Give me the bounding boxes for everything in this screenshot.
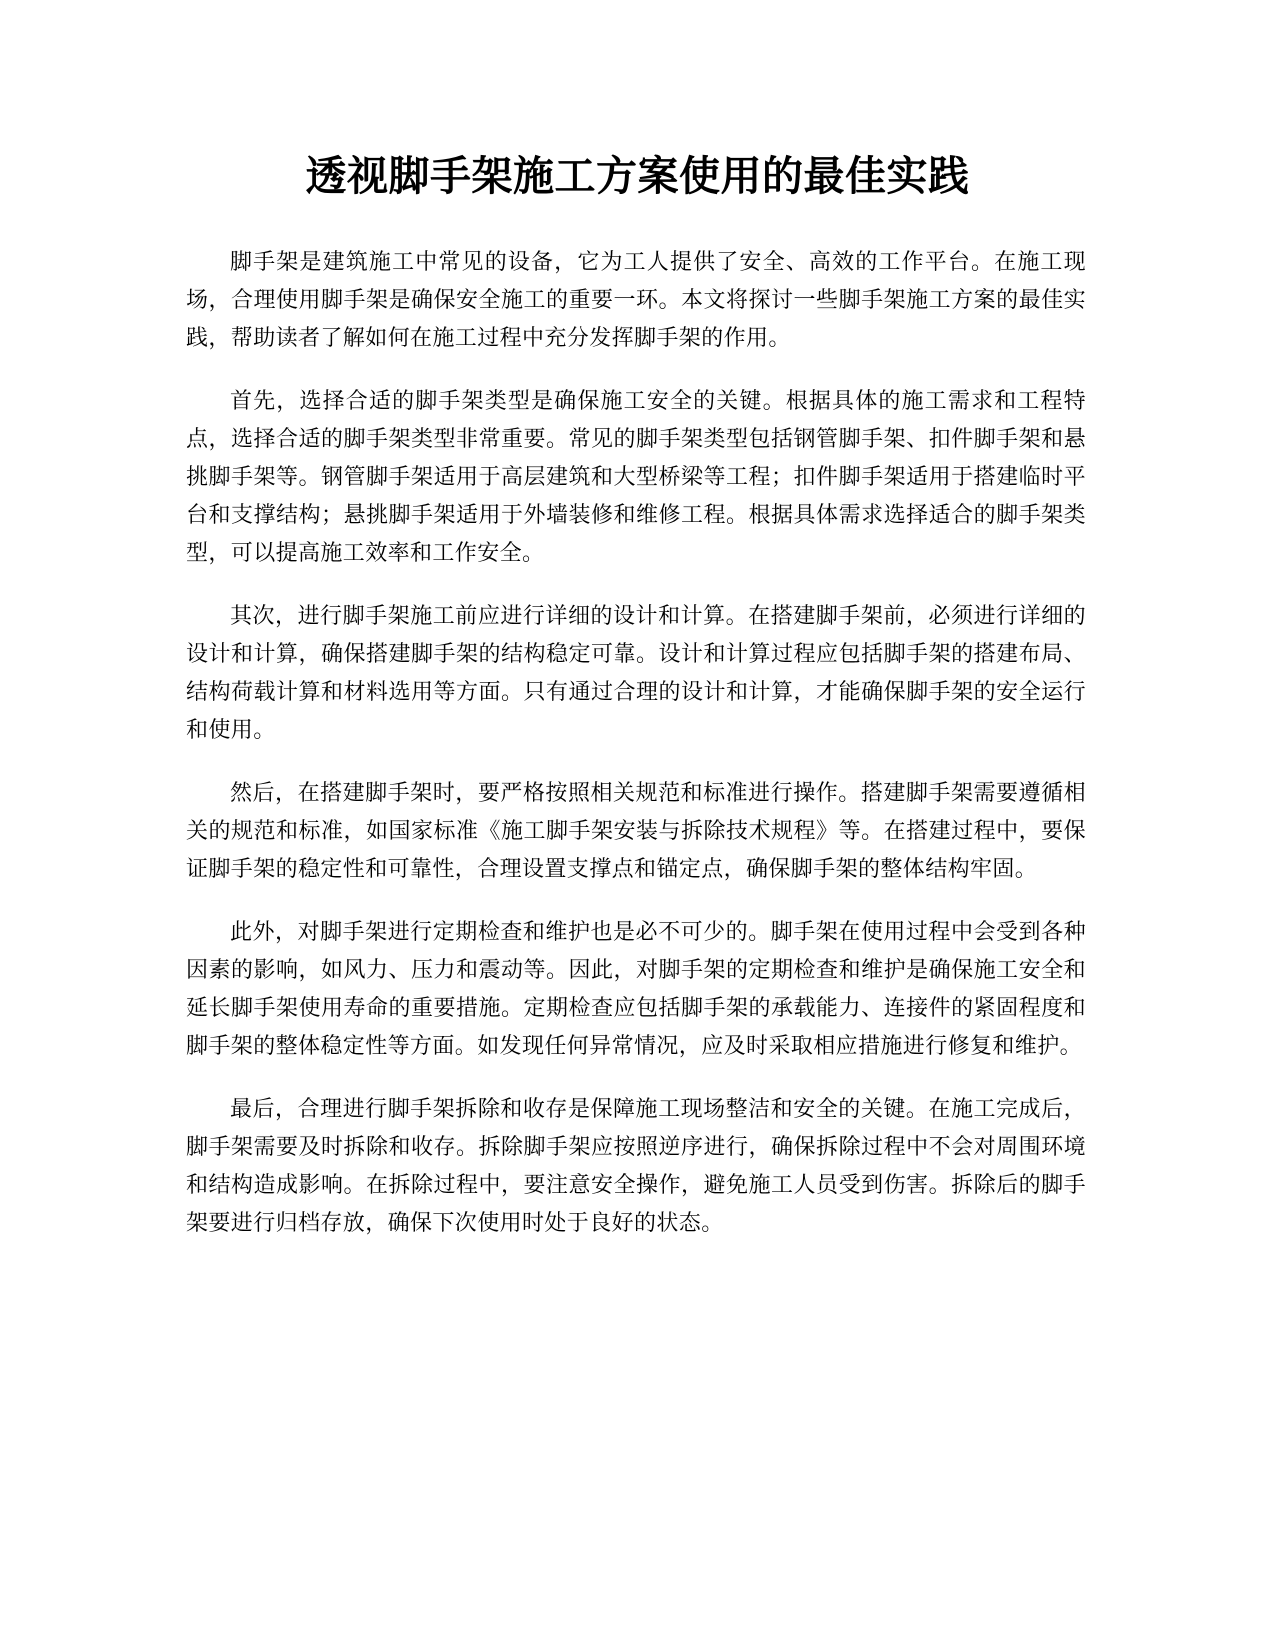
paragraph-intro: 脚手架是建筑施工中常见的设备，它为工人提供了安全、高效的工作平台。在施工现场，合理使用脚手架是确保安全施工的重要一环。本文将探讨一些脚手架施工方案的最佳实践，帮助读者了解如何在施工过程中充分发挥脚手架的作用。 [186, 250, 1086, 351]
paragraph-design-calculation: 其次，进行脚手架施工前应进行详细的设计和计算。在搭建脚手架前，必须进行详细的设计和计算，确保搭建脚手架的结构稳定可靠。设计和计算过程应包括脚手架的搭建布局、结构荷载计算和材料选用等方面。只有通过合理的设计和计算，才能确保脚手架的安全运行和使用。 [186, 604, 1086, 743]
paragraph-type-selection: 首先，选择合适的脚手架类型是确保施工安全的关键。根据具体的施工需求和工程特点，选择合适的脚手架类型非常重要。常见的脚手架类型包括钢管脚手架、扣件脚手架和悬挑脚手架等。钢管脚手架适用于高层建筑和大型桥梁等工程；扣件脚手架适用于搭建临时平台和支撑结构；悬挑脚手架适用于外墙装修和维修工程。根据具体需求选择适合的脚手架类型，可以提高施工效率和工作安全。 [186, 389, 1086, 566]
paragraph-standards: 然后，在搭建脚手架时，要严格按照相关规范和标准进行操作。搭建脚手架需要遵循相关的规范和标准，如国家标准《施工脚手架安装与拆除技术规程》等。在搭建过程中，要保证脚手架的稳定性和可靠性，合理设置支撑点和锚定点，确保脚手架的整体结构牢固。 [186, 781, 1086, 882]
paragraph-inspection: 此外，对脚手架进行定期检查和维护也是必不可少的。脚手架在使用过程中会受到各种因素的影响，如风力、压力和震动等。因此，对脚手架的定期检查和维护是确保施工安全和延长脚手架使用寿命的重要措施。定期检查应包括脚手架的承载能力、连接件的紧固程度和脚手架的整体稳定性等方面。如发现任何异常情况，应及时采取相应措施进行修复和维护。 [186, 920, 1086, 1059]
paragraph-dismantling: 最后，合理进行脚手架拆除和收存是保障施工现场整洁和安全的关键。在施工完成后，脚手架需要及时拆除和收存。拆除脚手架应按照逆序进行，确保拆除过程中不会对周围环境和结构造成影响。在拆除过程中，要注意安全操作，避免施工人员受到伤害。拆除后的脚手架要进行归档存放，确保下次使用时处于良好的状态。 [186, 1097, 1086, 1236]
page-title: 透视脚手架施工方案使用的最佳实践 [305, 152, 970, 200]
document-body [186, 244, 1086, 1268]
